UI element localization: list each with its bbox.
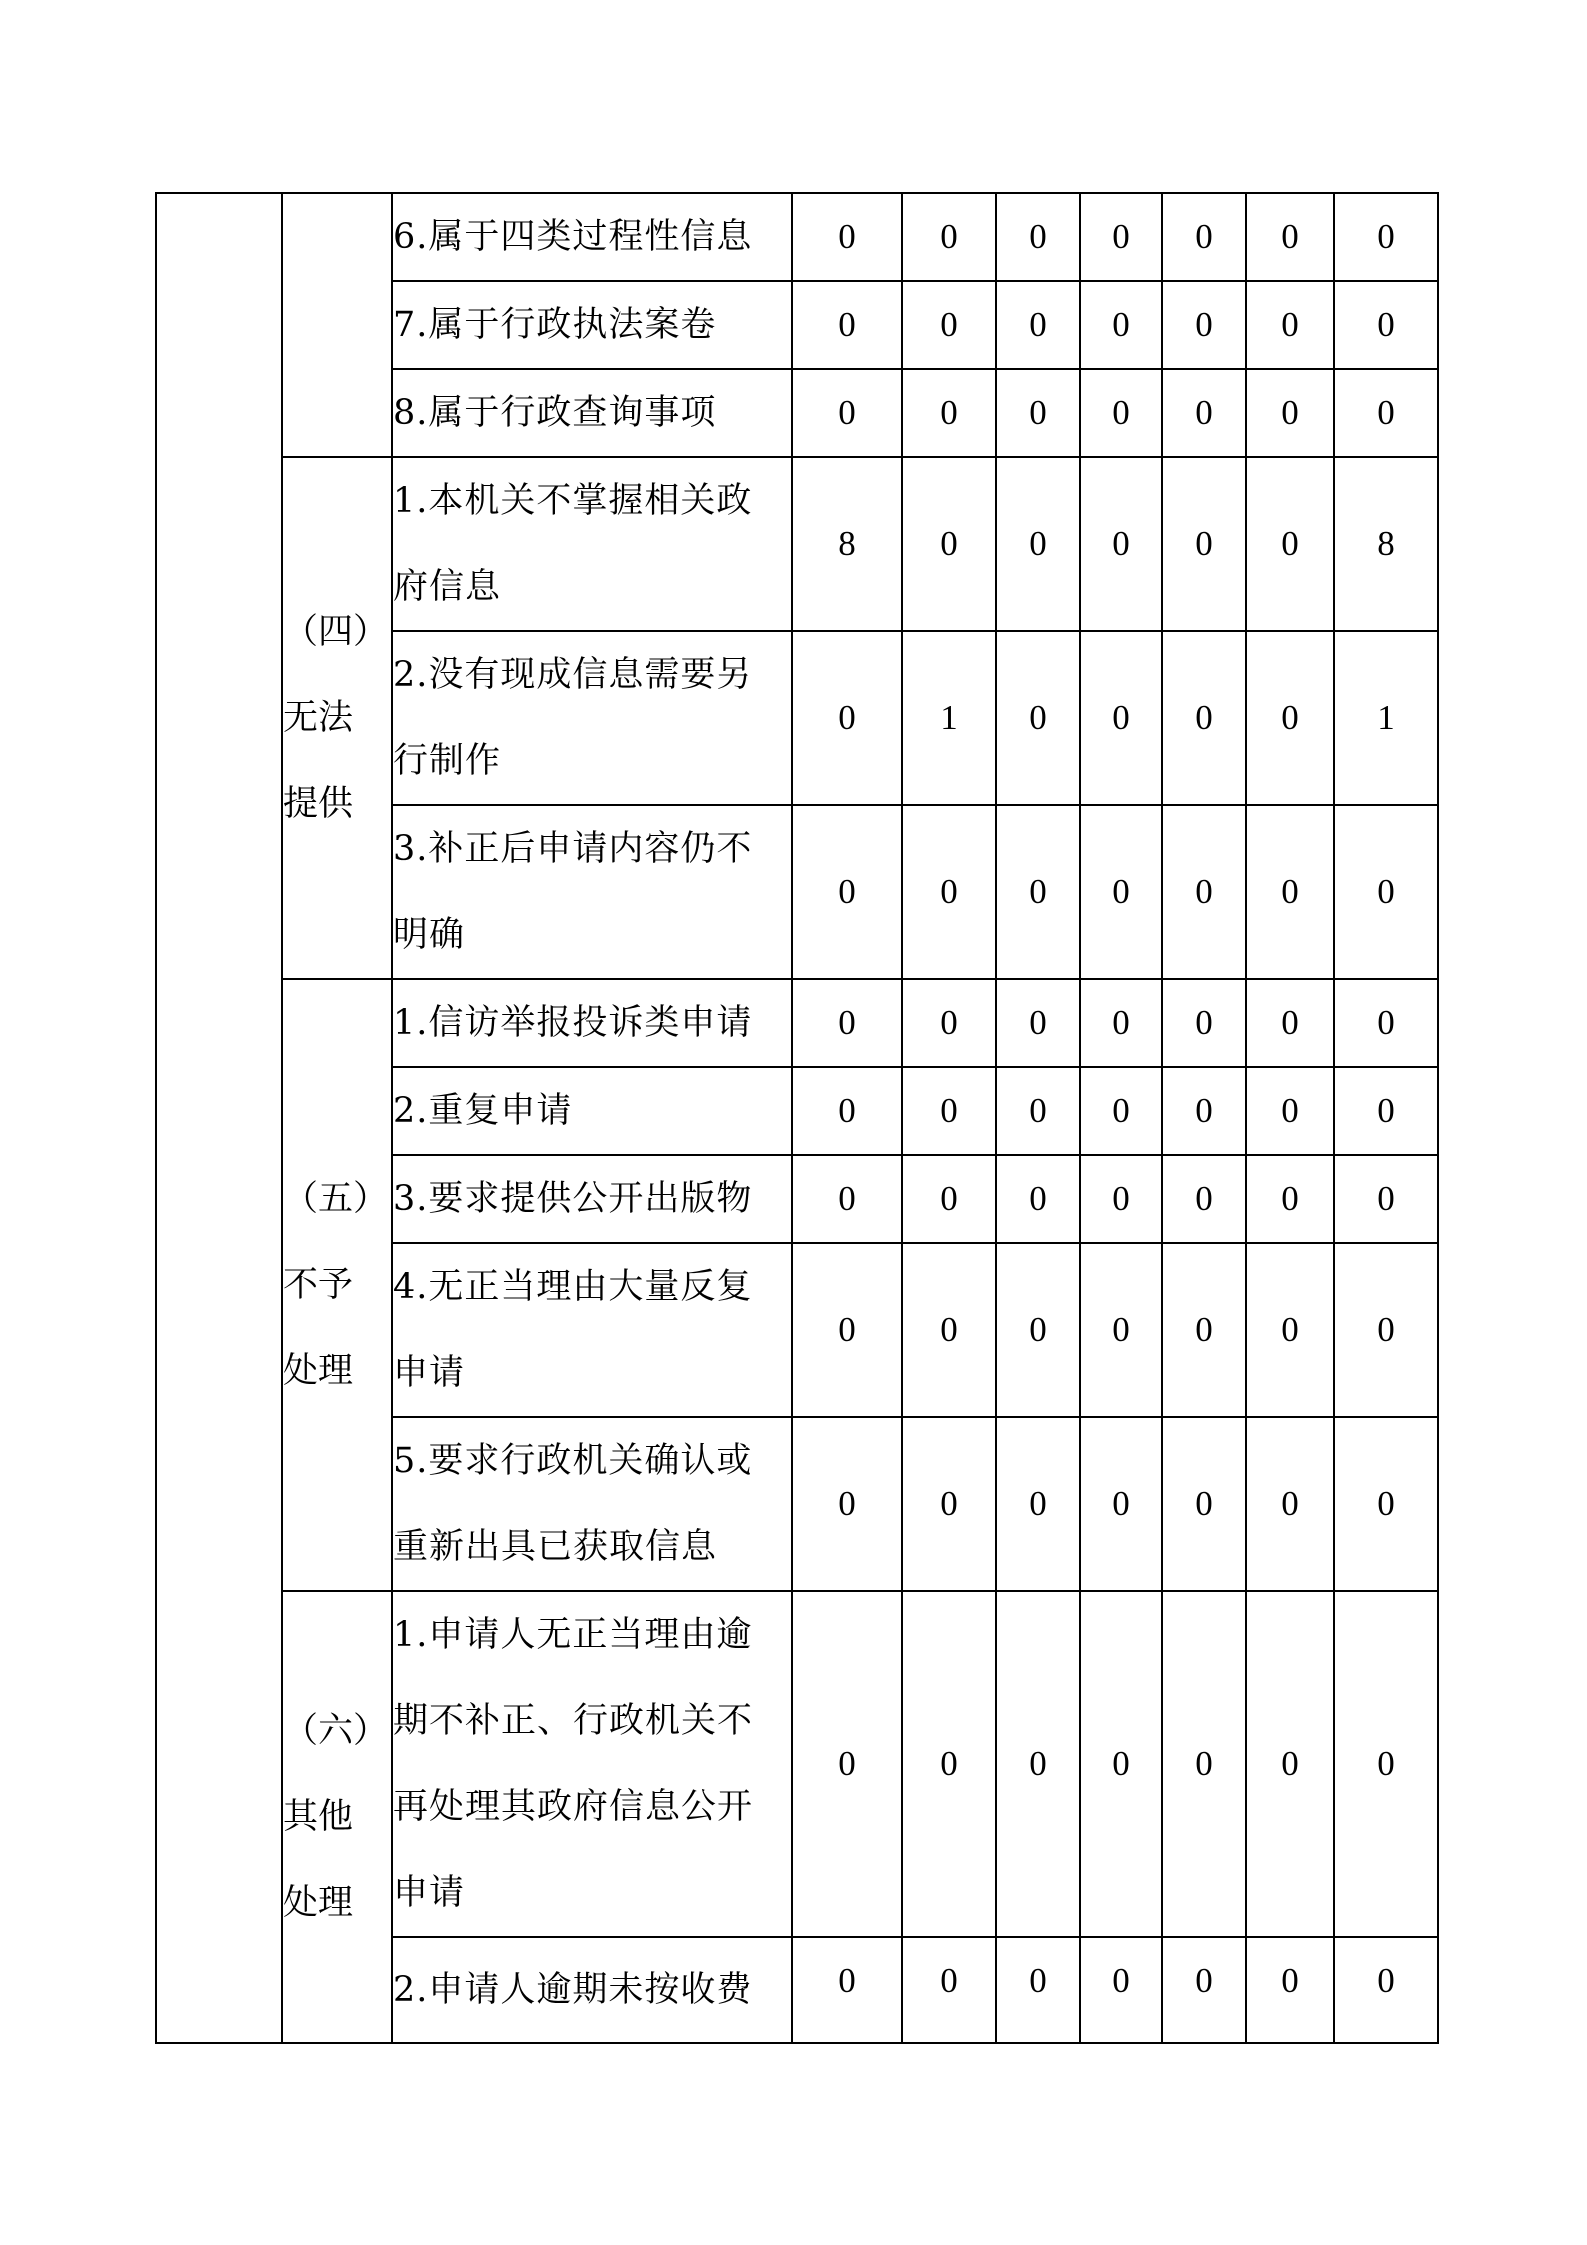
value-cell: 0 xyxy=(1246,979,1334,1067)
group-cell-six: （六） 其他 处理 xyxy=(282,1591,392,2043)
value-cell: 0 xyxy=(792,1155,902,1243)
value-cell: 0 xyxy=(1162,1937,1246,2043)
value-cell: 0 xyxy=(902,1067,996,1155)
value-cell: 0 xyxy=(792,281,902,369)
value-cell: 0 xyxy=(1080,1417,1162,1591)
row-label: 1.申请人无正当理由逾 期不补正、行政机关不 再处理其政府信息公开 申请 xyxy=(392,1591,792,1937)
row-label: 8.属于行政查询事项 xyxy=(392,369,792,457)
value-cell: 0 xyxy=(792,1937,902,2043)
value-cell: 0 xyxy=(792,193,902,281)
value-cell: 0 xyxy=(902,1243,996,1417)
value-cell: 0 xyxy=(1246,631,1334,805)
value-cell: 0 xyxy=(1080,805,1162,979)
value-cell: 0 xyxy=(1080,457,1162,631)
value-cell: 0 xyxy=(1334,1155,1438,1243)
table-row xyxy=(156,457,1438,631)
value-cell: 0 xyxy=(996,979,1080,1067)
value-cell: 0 xyxy=(996,1937,1080,2043)
value-cell: 0 xyxy=(1162,1243,1246,1417)
value-cell: 0 xyxy=(1334,1937,1438,2043)
value-cell: 0 xyxy=(1246,1937,1334,2043)
value-cell: 0 xyxy=(996,193,1080,281)
value-cell: 0 xyxy=(1080,1155,1162,1243)
value-cell: 0 xyxy=(1162,1155,1246,1243)
value-cell: 0 xyxy=(902,1937,996,2043)
value-cell: 0 xyxy=(1162,1591,1246,1937)
value-cell: 0 xyxy=(792,1417,902,1591)
value-cell: 0 xyxy=(1246,1417,1334,1591)
value-cell: 0 xyxy=(902,1417,996,1591)
value-cell: 0 xyxy=(1162,1417,1246,1591)
value-cell: 0 xyxy=(1246,1067,1334,1155)
value-cell: 0 xyxy=(1246,457,1334,631)
value-cell: 0 xyxy=(1334,369,1438,457)
value-cell: 0 xyxy=(1246,1591,1334,1937)
row-label: 3.补正后申请内容仍不 明确 xyxy=(392,805,792,979)
value-cell: 0 xyxy=(1162,369,1246,457)
value-cell: 0 xyxy=(902,193,996,281)
group-continued-cell xyxy=(282,193,392,457)
row-label: 1.本机关不掌握相关政 府信息 xyxy=(392,457,792,631)
value-cell: 0 xyxy=(792,631,902,805)
value-cell: 0 xyxy=(1162,281,1246,369)
value-cell: 0 xyxy=(1246,1155,1334,1243)
value-cell: 0 xyxy=(792,369,902,457)
value-cell: 8 xyxy=(1334,457,1438,631)
value-cell: 0 xyxy=(1246,193,1334,281)
value-cell: 0 xyxy=(996,369,1080,457)
value-cell: 0 xyxy=(1080,631,1162,805)
value-cell: 0 xyxy=(792,1591,902,1937)
row-label: 7.属于行政执法案卷 xyxy=(392,281,792,369)
value-cell: 0 xyxy=(996,1417,1080,1591)
value-cell: 0 xyxy=(1334,1243,1438,1417)
row-label: 1.信访举报投诉类申请 xyxy=(392,979,792,1067)
outer-blank-cell xyxy=(156,193,282,2043)
value-cell: 0 xyxy=(792,1243,902,1417)
value-cell: 0 xyxy=(1080,1067,1162,1155)
row-label: 6.属于四类过程性信息 xyxy=(392,193,792,281)
value-cell: 0 xyxy=(1334,805,1438,979)
row-label: 3.要求提供公开出版物 xyxy=(392,1155,792,1243)
row-label: 2.申请人逾期未按收费 xyxy=(392,1937,792,2043)
value-cell: 0 xyxy=(1080,193,1162,281)
value-cell: 0 xyxy=(792,805,902,979)
value-cell: 0 xyxy=(996,1591,1080,1937)
value-cell: 0 xyxy=(902,1591,996,1937)
value-cell: 0 xyxy=(1080,1243,1162,1417)
row-label: 5.要求行政机关确认或 重新出具已获取信息 xyxy=(392,1417,792,1591)
value-cell: 0 xyxy=(902,281,996,369)
value-cell: 0 xyxy=(792,979,902,1067)
value-cell: 0 xyxy=(1162,979,1246,1067)
row-label: 2.没有现成信息需要另 行制作 xyxy=(392,631,792,805)
statistics-table xyxy=(155,192,1439,2044)
value-cell: 0 xyxy=(996,281,1080,369)
value-cell: 0 xyxy=(902,1155,996,1243)
value-cell: 0 xyxy=(996,1243,1080,1417)
value-cell: 0 xyxy=(1334,1591,1438,1937)
value-cell: 0 xyxy=(996,1067,1080,1155)
value-cell: 0 xyxy=(1080,1937,1162,2043)
value-cell: 0 xyxy=(1162,1067,1246,1155)
value-cell: 0 xyxy=(902,457,996,631)
value-cell: 0 xyxy=(1080,979,1162,1067)
value-cell: 0 xyxy=(996,631,1080,805)
value-cell: 0 xyxy=(1334,979,1438,1067)
group-cell-four: （四） 无法 提供 xyxy=(282,457,392,979)
value-cell: 0 xyxy=(1162,631,1246,805)
value-cell: 0 xyxy=(1162,457,1246,631)
value-cell: 0 xyxy=(996,805,1080,979)
value-cell: 0 xyxy=(1246,281,1334,369)
value-cell: 1 xyxy=(1334,631,1438,805)
value-cell: 8 xyxy=(792,457,902,631)
group-cell-five: （五） 不予 处理 xyxy=(282,979,392,1591)
value-cell: 0 xyxy=(1162,805,1246,979)
value-cell: 0 xyxy=(792,1067,902,1155)
table-row xyxy=(156,193,1438,281)
row-label: 2.重复申请 xyxy=(392,1067,792,1155)
table-row xyxy=(156,979,1438,1067)
value-cell: 0 xyxy=(996,457,1080,631)
value-cell: 1 xyxy=(902,631,996,805)
value-cell: 0 xyxy=(1246,1243,1334,1417)
table-row xyxy=(156,1591,1438,1937)
row-label: 4.无正当理由大量反复 申请 xyxy=(392,1243,792,1417)
value-cell: 0 xyxy=(1162,193,1246,281)
value-cell: 0 xyxy=(1246,369,1334,457)
value-cell: 0 xyxy=(1080,369,1162,457)
value-cell: 0 xyxy=(1246,805,1334,979)
value-cell: 0 xyxy=(1334,281,1438,369)
value-cell: 0 xyxy=(902,979,996,1067)
value-cell: 0 xyxy=(902,805,996,979)
value-cell: 0 xyxy=(1080,1591,1162,1937)
value-cell: 0 xyxy=(996,1155,1080,1243)
value-cell: 0 xyxy=(1334,1067,1438,1155)
value-cell: 0 xyxy=(1334,193,1438,281)
value-cell: 0 xyxy=(1080,281,1162,369)
value-cell: 0 xyxy=(902,369,996,457)
value-cell: 0 xyxy=(1334,1417,1438,1591)
